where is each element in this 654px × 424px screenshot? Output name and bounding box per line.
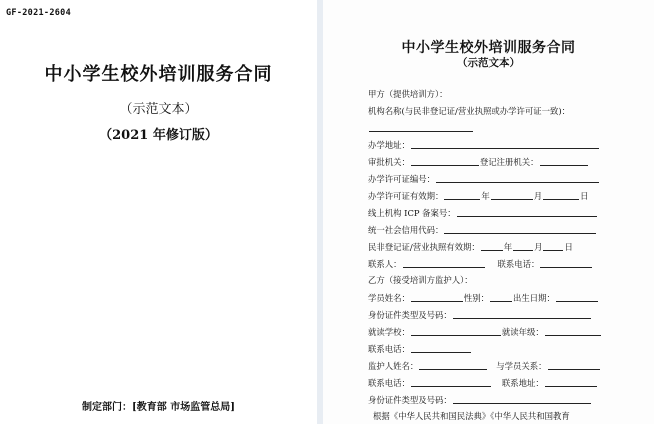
contact-address-label: 联系地址： bbox=[501, 377, 544, 388]
license-number-field[interactable] bbox=[436, 174, 599, 183]
contact-phone-label: 联系电话： bbox=[497, 258, 540, 269]
school-field[interactable] bbox=[411, 327, 501, 336]
cover-version: （2021 年修订版） bbox=[99, 128, 218, 143]
registration-day-field[interactable] bbox=[543, 242, 563, 251]
guardian-phone-label: 联系电话： bbox=[368, 377, 410, 388]
institution-name-line bbox=[368, 123, 474, 132]
registration-authority-field[interactable] bbox=[540, 157, 588, 166]
approval-authority-label: 审批机关： bbox=[368, 156, 410, 167]
cover-issuer: 制定部门：[教育部 市场监管总局] bbox=[82, 402, 235, 413]
party-a-label: 甲方（提供培训方）： bbox=[368, 89, 448, 99]
license-validity-label: 办学许可证有效期： bbox=[368, 190, 444, 201]
party-b-label: 乙方（接受培训方监护人）： bbox=[368, 275, 473, 285]
relationship-label: 与学员关系： bbox=[496, 360, 547, 371]
day-label: 日 bbox=[580, 190, 589, 201]
license-validity-row bbox=[368, 191, 589, 200]
birth-date-field[interactable] bbox=[556, 293, 598, 302]
icp-field[interactable] bbox=[457, 208, 597, 217]
registration-validity-label: 民非登记证/营业执照有效期： bbox=[368, 241, 480, 252]
birth-date-label: 出生日期： bbox=[513, 292, 555, 303]
form-title: 中小学生校外培训服务合同 bbox=[401, 40, 576, 56]
year-label: 年 bbox=[503, 241, 513, 252]
cover-subtitle: （示范文本） bbox=[119, 102, 198, 117]
contact-phone-field[interactable] bbox=[540, 259, 592, 268]
icp-row bbox=[368, 208, 598, 217]
school-address-row bbox=[368, 140, 600, 149]
phone-field[interactable] bbox=[411, 344, 471, 353]
credit-code-label: 统一社会信用代码： bbox=[368, 224, 444, 235]
party-a-heading bbox=[368, 90, 448, 98]
school-address-label: 办学地址： bbox=[368, 139, 410, 150]
contact-person-field[interactable] bbox=[403, 259, 485, 268]
student-row bbox=[368, 293, 599, 302]
phone-label: 联系电话： bbox=[368, 343, 410, 354]
school-row bbox=[368, 327, 602, 336]
institution-name-row bbox=[368, 107, 570, 115]
registration-month-field[interactable] bbox=[513, 242, 533, 251]
license-month-field[interactable] bbox=[491, 191, 533, 200]
footer-text: 根据《中华人民共和国民法典》《中华人民共和国教育 bbox=[373, 411, 570, 421]
footer-paragraph bbox=[373, 412, 570, 420]
year-label: 年 bbox=[481, 190, 490, 201]
institution-name-label: 机构名称(与民非登记证/营业执照或办学许可证一致)： bbox=[368, 106, 570, 116]
license-number-row bbox=[368, 174, 600, 183]
grade-label: 就读年级： bbox=[501, 326, 544, 337]
authority-row bbox=[368, 157, 589, 166]
student-name-field[interactable] bbox=[411, 293, 463, 302]
institution-name-field[interactable] bbox=[369, 123, 473, 132]
guardian-contact-row bbox=[368, 378, 598, 387]
month-label: 月 bbox=[534, 241, 543, 252]
cover-page bbox=[0, 0, 317, 424]
guardian-phone-field[interactable] bbox=[411, 378, 491, 387]
guardian-id-row bbox=[368, 395, 592, 404]
guardian-name-field[interactable] bbox=[419, 361, 487, 370]
guardian-name-label: 监护人姓名： bbox=[368, 360, 419, 371]
guardian-id-field[interactable] bbox=[453, 395, 591, 404]
icp-label: 线上机构 ICP 备案号： bbox=[368, 207, 456, 218]
guardian-id-label: 身份证件类型及号码： bbox=[368, 394, 452, 405]
license-day-field[interactable] bbox=[543, 191, 579, 200]
registration-authority-label: 登记注册机关： bbox=[479, 156, 539, 167]
grade-field[interactable] bbox=[545, 327, 601, 336]
id-type-number-label: 身份证件类型及号码： bbox=[368, 309, 452, 320]
approval-authority-field[interactable] bbox=[411, 157, 479, 166]
license-year-field[interactable] bbox=[444, 191, 480, 200]
form-page bbox=[323, 0, 654, 424]
guardian-row bbox=[368, 361, 601, 370]
day-label: 日 bbox=[564, 241, 573, 252]
school-address-field[interactable] bbox=[411, 140, 599, 149]
form-subtitle: （示范文本） bbox=[457, 57, 520, 69]
contact-address-field[interactable] bbox=[545, 378, 597, 387]
school-label: 就读学校： bbox=[368, 326, 410, 337]
id-row bbox=[368, 310, 592, 319]
gender-label: 性别： bbox=[463, 292, 489, 303]
month-label: 月 bbox=[533, 190, 543, 201]
contact-row bbox=[368, 259, 593, 268]
party-b-heading bbox=[368, 276, 473, 284]
license-number-label: 办学许可证编号： bbox=[368, 173, 435, 184]
phone-row bbox=[368, 344, 472, 353]
registration-validity-row bbox=[368, 242, 573, 251]
student-name-label: 学员姓名： bbox=[368, 292, 410, 303]
gender-field[interactable] bbox=[490, 293, 512, 302]
id-type-number-field[interactable] bbox=[453, 310, 591, 319]
credit-code-row bbox=[368, 225, 597, 234]
contact-person-label: 联系人： bbox=[368, 258, 402, 269]
cover-title: 中小学生校外培训服务合同 bbox=[44, 64, 273, 85]
relationship-field[interactable] bbox=[548, 361, 600, 370]
credit-code-field[interactable] bbox=[444, 225, 596, 234]
document-code: GF-2021-2604 bbox=[6, 8, 72, 18]
registration-year-field[interactable] bbox=[481, 242, 503, 251]
